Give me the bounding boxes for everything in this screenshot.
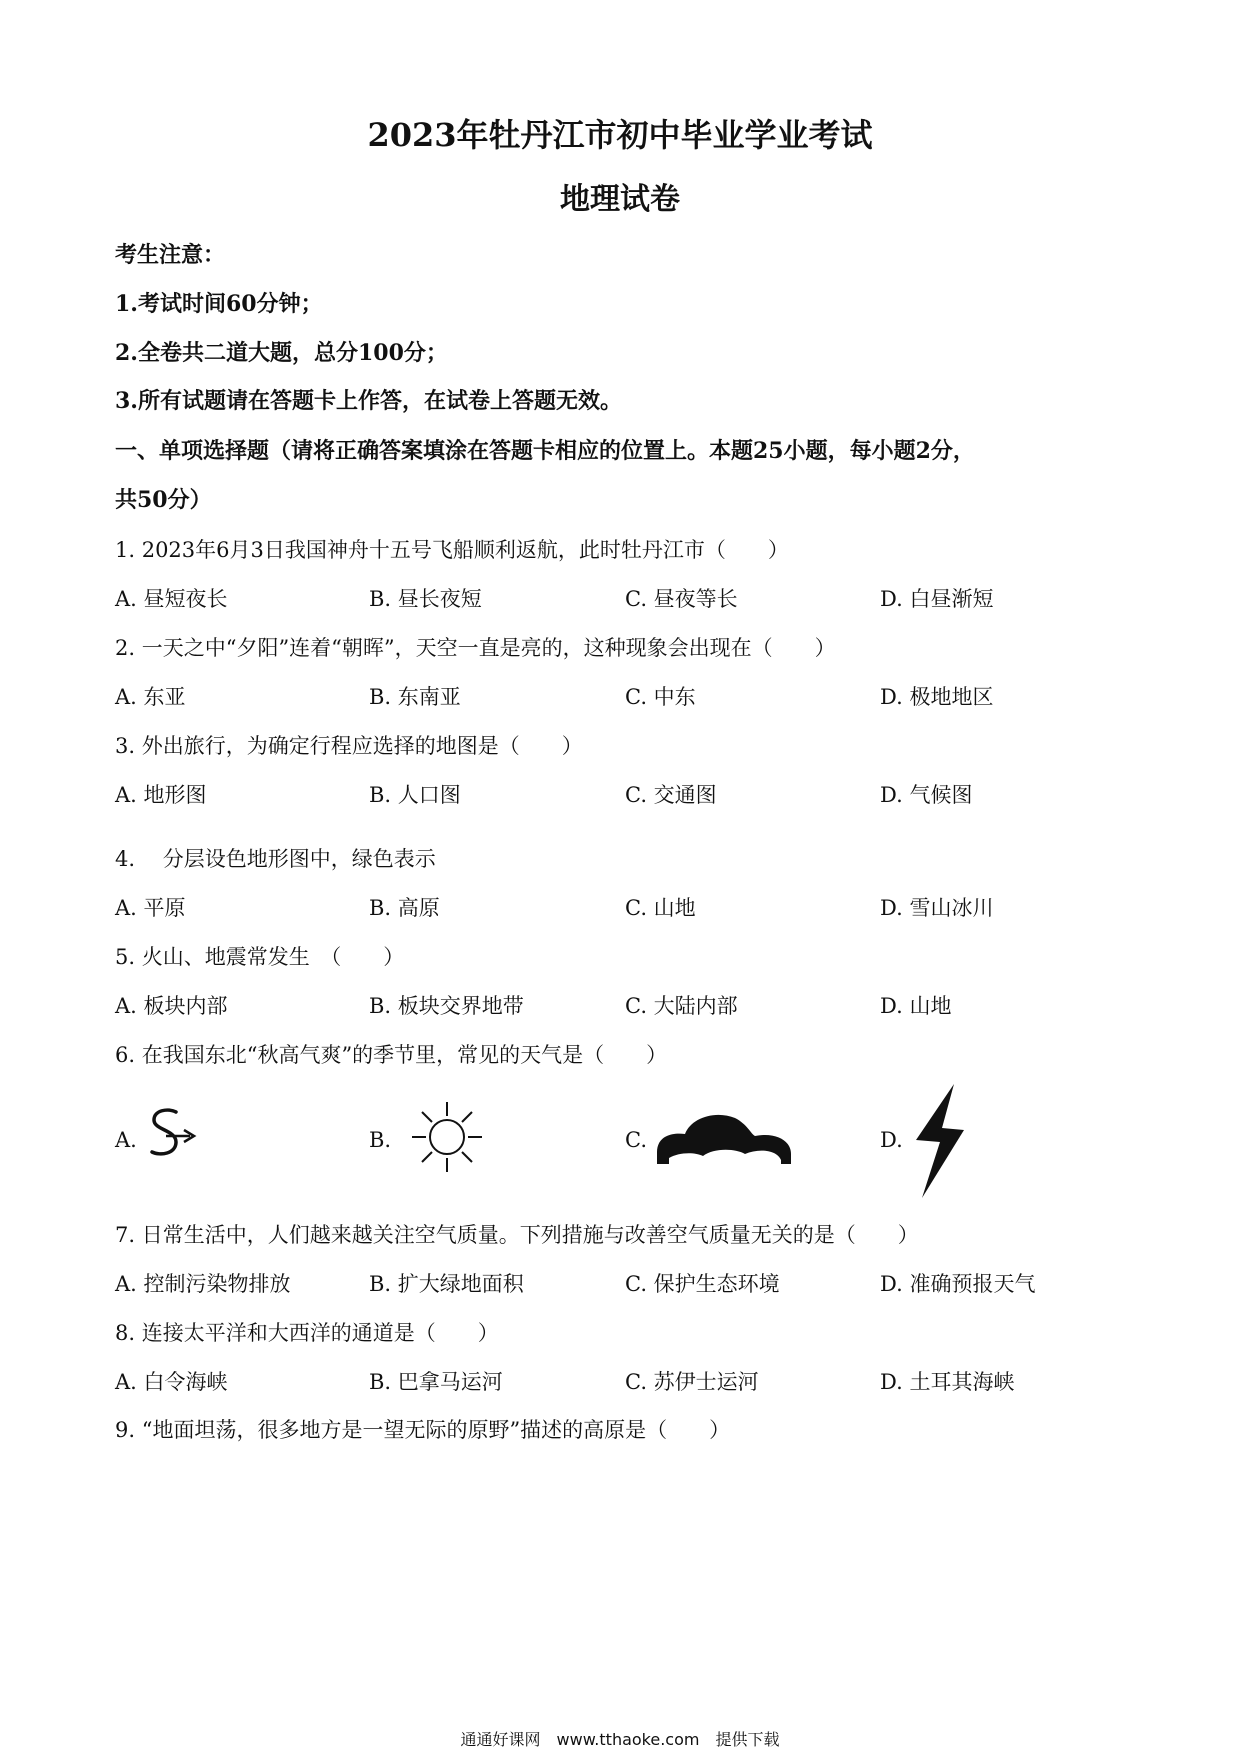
sandstorm-icon [146,1106,198,1162]
q4-option-a: A. 平原 [115,896,186,920]
exam-title: 2023年牡丹江市初中毕业学业考试 [367,116,873,154]
notice-item-2: 2.全卷共二道大题，总分100分； [115,340,448,366]
q6-option-a: A. [115,1128,137,1152]
q8-option-b: B. 巴拿马运河 [369,1370,503,1394]
q7-option-b: B. 扩大绿地面积 [369,1272,524,1296]
q1-option-c: C. 昼夜等长 [625,587,738,611]
q2-option-d: D. 极地地区 [880,685,994,709]
q5-option-b: B. 板块交界地带 [369,994,524,1018]
q8-option-a: A. 白令海峡 [115,1370,228,1394]
q6-option-b: B. [369,1128,392,1152]
section-heading-line1: 一、单项选择题（请将正确答案填涂在答题卡相应的位置上。本题25小题，每小题2分， [115,438,975,464]
q7-option-d: D. 准确预报天气 [880,1272,1036,1296]
q2-option-c: C. 中东 [625,685,696,709]
sunny-icon [410,1100,484,1174]
question-6: 6. 在我国东北“秋高气爽”的季节里，常见的天气是（ ） [115,1043,668,1067]
q7-option-a: A. 控制污染物排放 [115,1272,291,1296]
question-1: 1. 2023年6月3日我国神舟十五号飞船顺利返航，此时牡丹江市（ ） [115,538,789,562]
question-3: 3. 外出旅行，为确定行程应选择的地图是（ ） [115,734,583,758]
q8-option-d: D. 土耳其海峡 [880,1370,1015,1394]
q1-option-d: D. 白昼渐短 [880,587,994,611]
q5-option-d: D. 山地 [880,994,952,1018]
q8-option-c: C. 苏伊士运河 [625,1370,759,1394]
question-8: 8. 连接太平洋和大西洋的通道是（ ） [115,1321,499,1345]
notice-heading: 考生注意： [115,242,226,268]
notice-item-3: 3.所有试题请在答题卡上作答，在试卷上答题无效。 [115,388,622,414]
q7-option-c: C. 保护生态环境 [625,1272,780,1296]
question-2: 2. 一天之中“夕阳”连着“朝晖”，天空一直是亮的，这种现象会出现在（ ） [115,636,836,660]
thunder-icon [912,1082,968,1200]
question-7: 7. 日常生活中，人们越来越关注空气质量。下列措施与改善空气质量无关的是（ ） [115,1223,919,1247]
question-9: 9. “地面坦荡，很多地方是一望无际的原野”描述的高原是（ ） [115,1418,731,1442]
overcast-icon [655,1108,795,1168]
question-5: 5. 火山、地震常发生 （ ） [115,945,405,969]
q3-option-c: C. 交通图 [625,783,717,807]
q6-option-c: C. [625,1128,647,1152]
q1-option-a: A. 昼短夜长 [115,587,228,611]
q4-option-d: D. 雪山冰川 [880,896,994,920]
q4-option-c: C. 山地 [625,896,696,920]
q1-option-b: B. 昼长夜短 [369,587,482,611]
footer-watermark: 通通好课网 www.tthaoke.com 提供下载 [460,1730,780,1749]
q5-option-a: A. 板块内部 [115,994,228,1018]
q5-option-c: C. 大陆内部 [625,994,738,1018]
q3-option-b: B. 人口图 [369,783,461,807]
q3-option-d: D. 气候图 [880,783,973,807]
q3-option-a: A. 地形图 [115,783,207,807]
section-heading-line2: 共50分） [115,487,212,513]
q2-option-a: A. 东亚 [115,685,186,709]
question-4: 4. 分层设色地形图中，绿色表示 [115,847,436,871]
exam-subtitle: 地理试卷 [560,182,680,217]
q2-option-b: B. 东南亚 [369,685,461,709]
notice-item-1: 1.考试时间60分钟； [115,291,323,317]
q6-option-d: D. [880,1128,903,1152]
q4-option-b: B. 高原 [369,896,440,920]
